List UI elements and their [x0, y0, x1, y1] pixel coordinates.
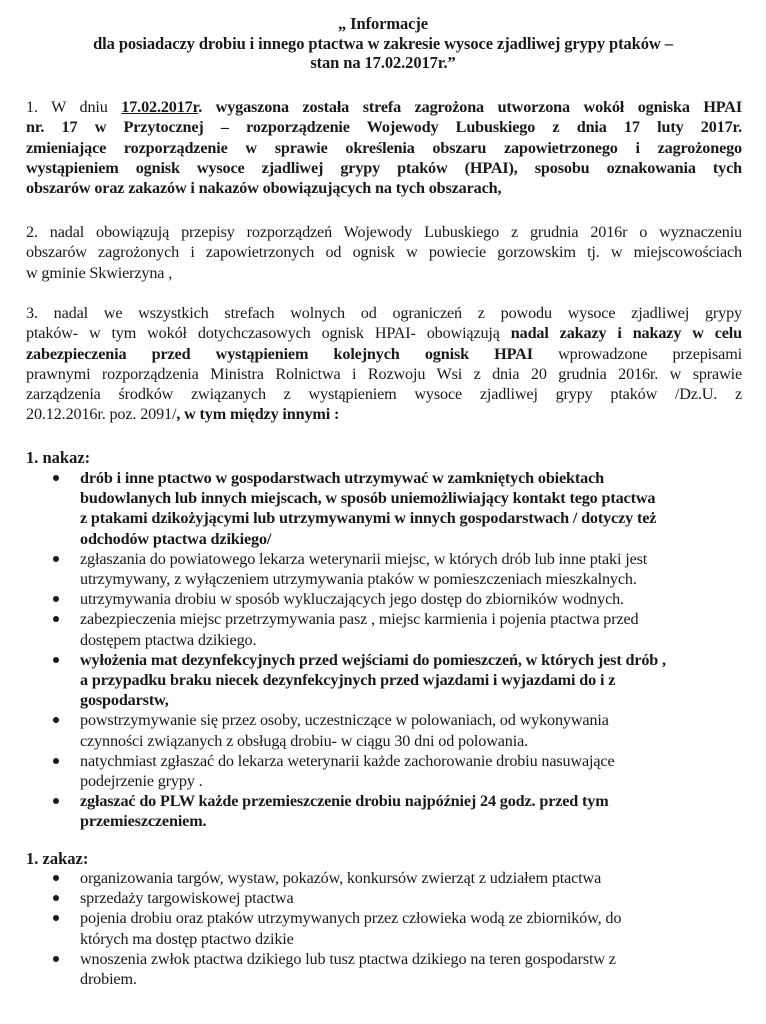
title-line: „ Informacje: [338, 14, 428, 33]
zakaz-list: [0, 868, 766, 989]
list-item: [0, 609, 766, 649]
list-item: [0, 791, 766, 831]
list-item-line: których ma dostęp ptactwo dzikie: [80, 929, 294, 948]
list-item-line: zgłaszać do PLW każde przemieszczenie drobiu najpóźniej 24 godz. przed tym: [80, 792, 609, 811]
bullet-icon: [53, 758, 59, 764]
bullet-icon: [53, 556, 59, 562]
list-item-line: zabezpieczenia miejsc przetrzymywania pasz , miejsc karmienia i pojenia ptactwa przed: [80, 610, 639, 629]
list-item: [0, 949, 766, 989]
bullet-icon: [53, 875, 59, 881]
list-item-line: odchodów ptactwa dzikiego/: [80, 529, 272, 548]
list-item-line: przemieszczeniem.: [80, 812, 207, 831]
list-item: [0, 549, 766, 589]
list-item-line: dostępem ptactwa dzikiego.: [80, 630, 257, 649]
bullet-icon: [53, 956, 59, 962]
bullet-icon: [53, 596, 59, 602]
point-number: 1. W dniu: [26, 98, 122, 116]
list-item-line: gospodarstw,: [80, 691, 169, 710]
list-item-line: wyłożenia mat dezynfekcyjnych przed wejściami do pomieszczeń, w których jest drób ,: [80, 650, 666, 669]
list-item: [0, 908, 766, 948]
bullet-icon: [53, 798, 59, 804]
list-item-line: wnoszenia zwłok ptactwa dzikiego lub tusz ptactwa dzikiego na teren gospodarstw z: [80, 949, 616, 968]
nakaz-heading: 1. nakaz:: [26, 448, 91, 467]
bullet-icon: [53, 717, 59, 723]
bullet-icon: [53, 657, 59, 663]
list-item: [0, 751, 766, 791]
list-item: [0, 710, 766, 750]
paragraph-point-1: 1. W dniu 17.02.2017r. wygaszona została strefa zagrożona utworzona wokół ogniska HPAI nr. 17 w Przytocznej – rozporządzenie Wojewody Lubuskiego z dnia 17 luty 2017r. zmieniające rozporządzenie w sprawie określenia obszaru zapowietrzonego i zagrożonego wystąpieniem ognisk wysoce zjadliwej grypy ptaków (HPAI), sposobu oznakowania tych obszarów oraz zakazów i nakazów obowiązujących na tych obszarach,: [26, 98, 742, 198]
list-item-line: utrzymywania drobiu w sposób wykluczających jego dostęp do zbiorników wodnych.: [80, 590, 624, 609]
list-item-line: czynności związanych z obsługą drobiu- w ciągu 30 dni od polowania.: [80, 731, 529, 750]
list-item-line: podejrzenie grypy .: [80, 772, 203, 791]
list-item-line: powstrzymywanie się przez osoby, uczestniczące w polowaniach, od wykonywania: [80, 711, 609, 730]
title-line: stan na 17.02.2017r.”: [310, 53, 456, 72]
list-item-line: drobiem.: [80, 970, 137, 989]
list-item-line: pojenia drobiu oraz ptaków utrzymywanych przez człowieka wodą ze zbiorników, do: [80, 909, 622, 928]
bullet-icon: [53, 915, 59, 921]
list-item-line: natychmiast zgłaszać do lekarza weterynarii każde zachorowanie drobiu nasuwające: [80, 751, 615, 770]
paragraph-point-3: 3. nadal we wszystkich strefach wolnych od ograniczeń z powodu wysoce zjadliwej grypy ptaków- w tym wokół dotychczasowych ognisk HPAI- obowiązują nadal zakazy i nakazy w celu zabezpieczenia przed wystąpieniem kolejnych ognisk HPAI wprowadzone przepisami prawnymi rozporządzenia Ministra Rolnictwa i Rozwoju Wsi z dnia 20 grudnia 2016r. w sprawie zarządzenia środków związanych z wystąpieniem wysoce zjadliwej grypy ptaków /Dz.U. z 20.12.2016r. poz. 2091/, w tym między innymi :: [26, 304, 742, 424]
list-item-line: z ptakami dzikożyjącymi lub utrzymywanymi w innych gospodarstwach / dotyczy też: [80, 509, 657, 528]
list-item-line: sprzedaży targowiskowej ptactwa: [80, 889, 294, 908]
list-item: [0, 650, 766, 711]
date-underlined: 17.02.2017r: [121, 98, 199, 116]
list-item: [0, 888, 766, 908]
bullet-icon: [53, 475, 59, 481]
nakaz-list: [0, 468, 766, 832]
list-item-line: budowlanych lub innych miejscach, w sposób uniemożliwiający kontakt tego ptactwa: [80, 489, 656, 508]
list-item-line: a przypadku braku niecek dezynfekcyjnych przed wjazdami i wyjazdami do i z: [80, 671, 616, 690]
list-item-line: zgłaszania do powiatowego lekarza weterynarii miejsc, w których drób lub inne ptaki jest: [80, 549, 648, 568]
zakaz-heading: 1. zakaz:: [26, 849, 89, 868]
list-item-line: organizowania targów, wystaw, pokazów, konkursów zwierząt z udziałem ptactwa: [80, 869, 602, 887]
list-item: [0, 468, 766, 549]
bullet-icon: [53, 616, 59, 622]
list-item-line: utrzymywany, z wyłączeniem utrzymywania ptaków w pomieszczeniach mieszkalnych.: [80, 570, 637, 589]
title-line: dla posiadaczy drobiu i innego ptactwa w zakresie wysoce zjadliwej grypy ptaków –: [93, 33, 673, 53]
document-title: [0, 14, 766, 73]
bullet-icon: [53, 895, 59, 901]
list-item: [0, 868, 766, 888]
list-item-line: drób i inne ptactwo w gospodarstwach utrzymywać w zamkniętych obiektach: [80, 469, 604, 487]
list-item: [0, 589, 766, 609]
paragraph-point-2: 2. nadal obowiązują przepisy rozporządzeń Wojewody Lubuskiego z grudnia 2016r o wyznaczeniu obszarów zagrożonych i zapowietrzonych od ognisk w powiecie gorzowskim tj. w miejscowościach w gminie Skwierzyna ,: [26, 223, 742, 282]
